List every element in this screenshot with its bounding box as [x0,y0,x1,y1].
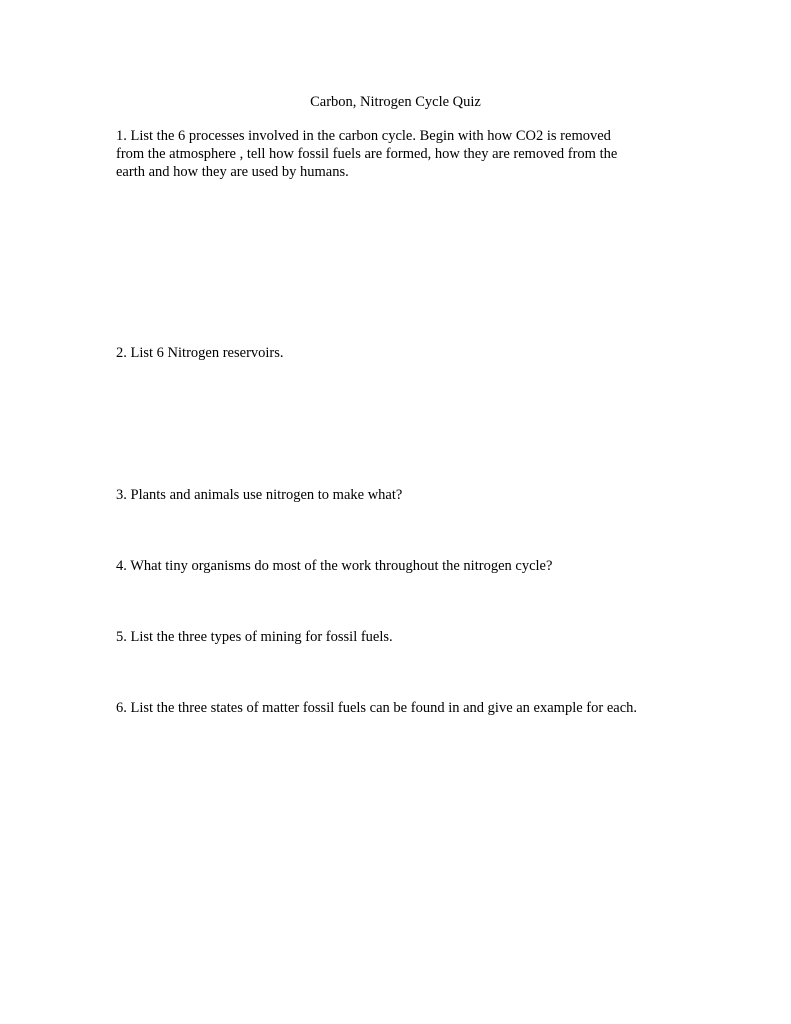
page-title: Carbon, Nitrogen Cycle Quiz [310,94,481,110]
question-6 [116,699,637,717]
question-1-line-1: 1. List the 6 processes involved in the carbon cycle. Begin with how CO2 is removed [116,128,611,144]
question-3 [116,486,402,504]
question-6-text: 6. List the three states of matter fossil fuels can be found in and give an example for each. [116,700,638,716]
question-4-text: 4. What tiny organisms do most of the work throughout the nitrogen cycle? [116,558,553,574]
question-5 [116,628,393,646]
question-4 [116,557,552,575]
question-1-line-2: from the atmosphere , tell how fossil fuels are formed, how they are removed from the [116,146,618,162]
question-2 [116,344,284,362]
question-2-text: 2. List 6 Nitrogen reservoirs. [116,345,284,361]
question-5-text: 5. List the three types of mining for fossil fuels. [116,629,393,645]
question-1-line-3: earth and how they are used by humans. [116,164,349,180]
question-1 [116,127,617,181]
question-3-text: 3. Plants and animals use nitrogen to make what? [116,487,403,503]
